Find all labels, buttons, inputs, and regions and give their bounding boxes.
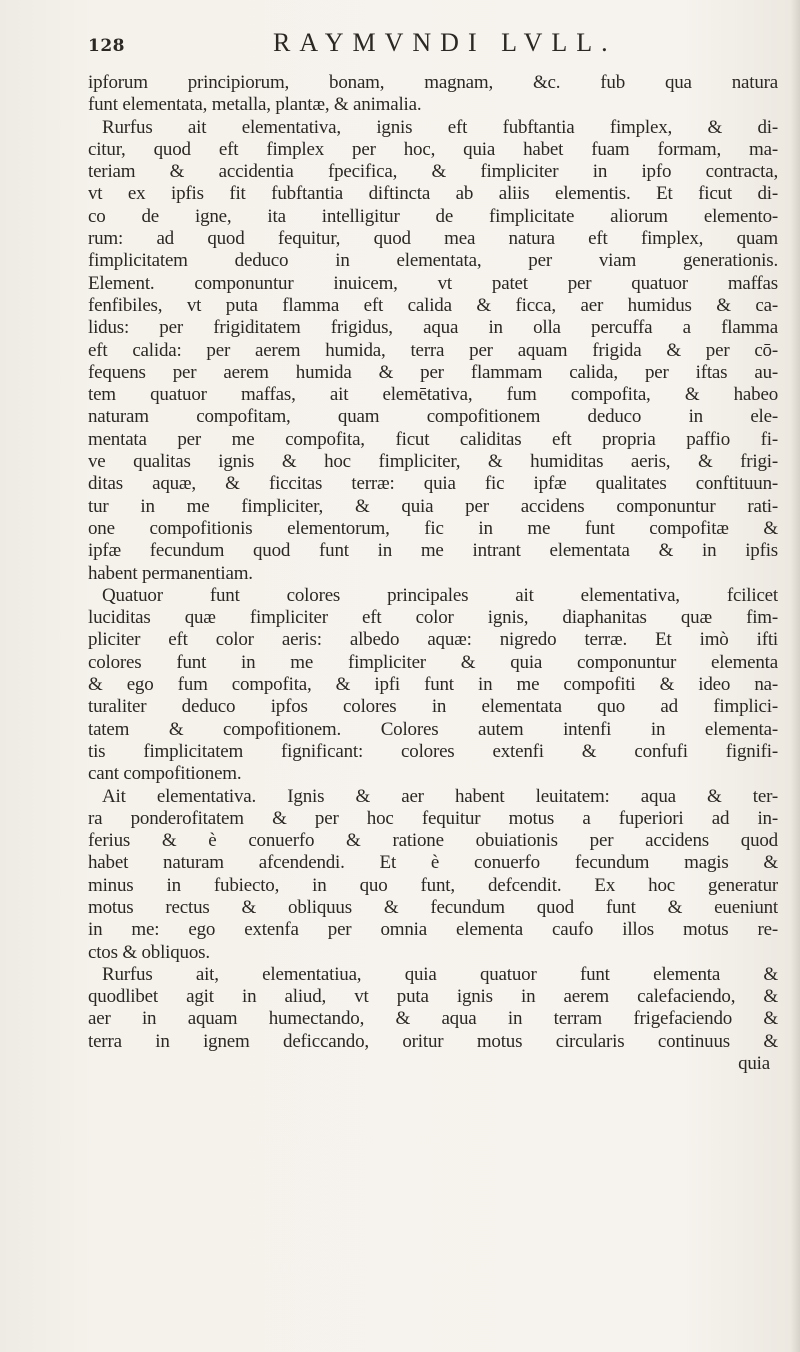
text-line: ipfæ fecundum quod funt in me intrant elementata & in ipfis [88,540,778,562]
text-line: in me: ego extenfa per omnia elementa caufo illos motus re- [88,919,778,941]
text-line: minus in fubiecto, in quo funt, defcendit. Ex hoc generatur [88,874,778,896]
text-line: Ait elementativa. Ignis & aer habent leuitatem: aqua & ter- [102,785,778,807]
text-line: Quatuor funt colores principales ait elementativa, fcilicet [102,584,778,606]
text-line: habent permanentiam. [88,562,253,584]
text-line: motus rectus & obliquus & fecundum quod funt & eueniunt [88,896,778,918]
text-line: turaliter deduco ipfos colores in elementata quo ad fimplici- [88,696,778,718]
text-line: vt ex ipfis fit fubftantia diftincta ab aliis elementis. Et ficut di- [88,183,778,205]
text-line: tis fimplicitatem fignificant: colores extenfi & confufi fignifi- [88,740,778,762]
page-edge-shadow [790,0,800,1352]
text-line: & ego fum compofita, & ipfi funt in me compofiti & ideo na- [88,674,778,696]
text-line: funt elementata, metalla, plantæ, & animalia. [88,94,422,116]
text-line: mentata per me compofita, ficut caliditas eft propria paffio fi- [88,428,778,450]
text-line: pliciter eft color aeris: albedo aquæ: nigredo terræ. Et imò ifti [88,629,778,651]
text-line: one compofitionis elementorum, fic in me funt compofitæ & [88,517,778,539]
text-line: eft calida: per aerem humida, terra per aquam frigida & per cō- [88,339,778,361]
text-line: aer in aquam humectando, & aqua in terram frigefaciendo & [88,1008,778,1030]
text-line: fequens per aerem humida & per flammam calida, per iftas au- [88,361,778,383]
page-number: 128 [88,36,125,56]
text-line: ipforum principiorum, bonam, magnam, &c. fub qua natura [88,72,778,93]
text-line: rum: ad quod fequitur, quod mea natura eft fimplex, quam [88,228,778,250]
catchword: quia [738,1053,770,1075]
text-line: cant compofitionem. [88,763,242,785]
text-line: citur, quod eft fimplex per hoc, quia habet fuam formam, ma- [88,138,778,160]
text-line: lidus: per frigiditatem frigidus, aqua in olla percuffa a flamma [88,317,778,339]
text-line: Rurfus ait elementativa, ignis eft fubftantia fimplex, & di- [102,116,778,138]
text-line: luciditas quæ fimpliciter eft color ignis, diaphanitas quæ fim- [88,607,778,629]
text-line: habet naturam afcendendi. Et è conuerfo fecundum magis & [88,852,778,874]
text-line: ra ponderofitatem & per hoc fequitur motus a fuperiori ad in- [88,807,778,829]
text-line: fimplicitatem deduco in elementata, per viam generationis. [88,250,778,272]
text-line: tem quatuor maffas, ait elemētativa, fum compofita, & habeo [88,384,778,406]
page-header [88,28,768,64]
text-line: teriam & accidentia fpecifica, & fimpliciter in ipfo contracta, [88,161,778,183]
text-line: quodlibet agit in aliud, vt puta ignis in aerem calefaciendo, & [88,986,778,1008]
running-head: RAYMVNDI LVLL. [273,28,617,57]
text-line: terra in ignem deficcando, oritur motus circularis continuus & [88,1030,778,1052]
text-line: ve qualitas ignis & hoc fimpliciter, & humiditas aeris, & frigi- [88,451,778,473]
text-line: naturam compofitam, quam compofitionem deduco in ele- [88,406,778,428]
text-line: colores funt in me fimpliciter & quia componuntur elementa [88,651,778,673]
text-line: co de igne, ita intelligitur de fimplicitate aliorum elemento- [88,205,778,227]
text-line: fenfibiles, vt puta flamma eft calida & ficca, aer humidus & ca- [88,294,778,316]
text-line: ditas aquæ, & ficcitas terræ: quia fic ipfæ qualitates conftituun- [88,473,778,495]
text-line: tur in me fimpliciter, & quia per accidens componuntur rati- [88,495,778,517]
text-line: Rurfus ait, elementatiua, quia quatuor funt elementa & [102,963,778,985]
text-line: Element. componuntur inuicem, vt patet per quatuor maffas [88,272,778,294]
text-line: ctos & obliquos. [88,941,210,963]
text-line: ferius & è conuerfo & ratione obuiationis per accidens quod [88,830,778,852]
text-line: tatem & compofitionem. Colores autem intenfi in elementa- [88,718,778,740]
body-text [88,72,778,1075]
